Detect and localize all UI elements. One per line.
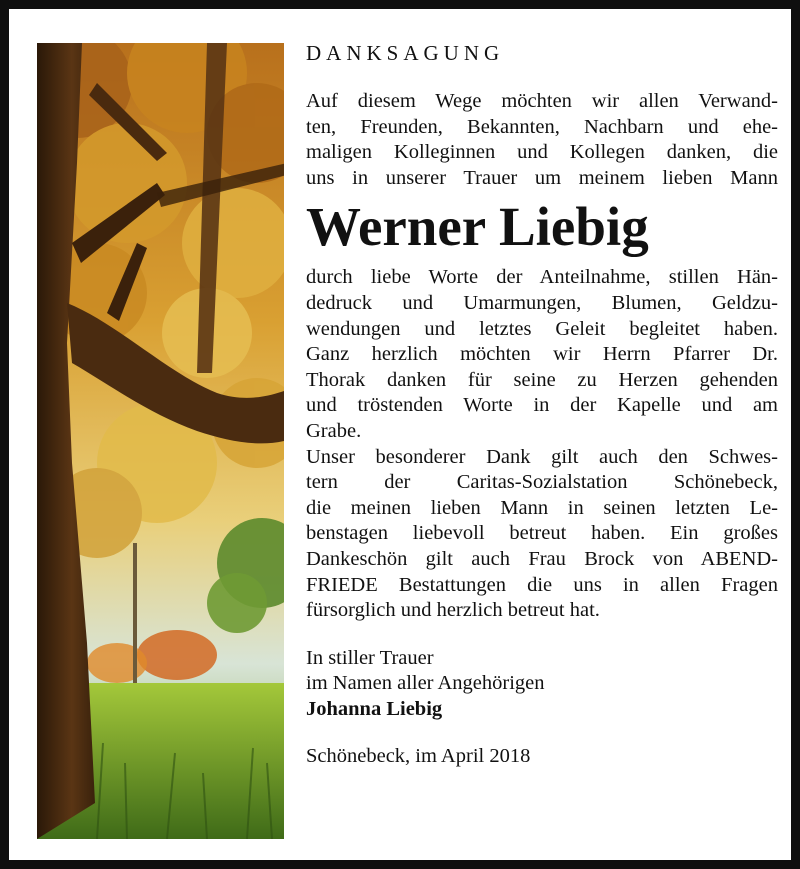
- signatory-name: Johanna Liebig: [306, 697, 443, 720]
- body-line: Grabe.: [306, 419, 362, 442]
- body-line: Thorak danken für seine zu Herzen gehenden: [306, 368, 778, 391]
- closing-line: im Namen aller Angehörigen: [306, 672, 545, 695]
- body-line: fürsorglich und herzlich betreut hat.: [306, 599, 600, 622]
- intro-line: maligen Kolleginnen und Kollegen danken, die: [306, 141, 778, 164]
- notice-text: [306, 39, 778, 770]
- notice-heading: DANKSAGUNG: [306, 41, 505, 65]
- body-line: Ganz herzlich möchten wir Herrn Pfarrer Dr.: [306, 343, 778, 366]
- closing-line: In stiller Trauer: [306, 646, 434, 669]
- intro-line: uns in unserer Trauer um meinem lieben Mann: [306, 166, 778, 189]
- body-line: Dankeschön gilt auch Frau Brock von ABEND-: [306, 547, 778, 570]
- body-line: die meinen lieben Mann in seinen letzten Le-: [306, 496, 778, 519]
- intro-line: ten, Freunden, Bekannten, Nachbarn und ehe-: [306, 115, 778, 138]
- body-line: und tröstenden Worte in der Kapelle und am: [306, 394, 778, 417]
- place-date: Schönebeck, im April 2018: [306, 745, 531, 768]
- closing-block: [306, 646, 778, 723]
- body-line: durch liebe Worte der Anteilnahme, stillen Hän-: [306, 266, 778, 289]
- intro-line: Auf diesem Wege möchten wir allen Verwand-: [306, 90, 778, 112]
- autumn-tree-photo: [37, 43, 284, 839]
- body-line: Unser besonderer Dank gilt auch den Schwes-: [306, 445, 778, 468]
- intro-paragraph: [306, 89, 778, 191]
- deceased-name: Werner Liebig: [306, 196, 649, 258]
- body-line: dedruck und Umarmungen, Blumen, Geldzu-: [306, 291, 778, 314]
- body-line: wendungen und letztes Geleit begleitet haben.: [306, 317, 778, 340]
- body-paragraph: [306, 265, 778, 623]
- body-line: tern der Caritas-Sozialstation Schönebeck,: [306, 471, 778, 494]
- body-line: FRIEDE Bestattungen die uns in allen Fragen: [306, 573, 778, 596]
- body-line: benstagen liebevoll betreut haben. Ein großes: [306, 522, 778, 545]
